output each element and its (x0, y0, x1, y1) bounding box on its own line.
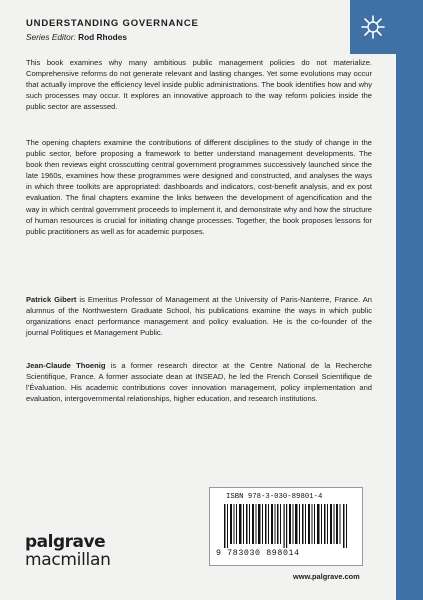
publisher-url[interactable]: www.palgrave.com (293, 572, 360, 581)
author-name: Patrick Gibert (26, 295, 77, 304)
barcode-box (209, 487, 363, 566)
series-logo (350, 0, 396, 54)
author-bio-text: is Emeritus Professor of Management at the University of Paris-Nanterre, France. An alumnus of the Northwestern Graduate School, his publications examine the ways in which public organizations enact performance management and policy evaluation. He is the co-founder of the journal Politiques et Management Public. (26, 295, 372, 338)
blurb-paragraph-1: This book examines why many ambitious public management policies do not materialize. Comprehensive reforms do not generate relevant and lasting changes. Yet some evolutions may occur that actually improve the efficiency level inside public administrations. The book identifies how and why such processes may occur. It explores an innovative approach to the way reform policies inside the public sector are assessed. (26, 58, 372, 112)
barcode-digits: 9 783030 898014 (216, 549, 300, 558)
author-bio-2 (26, 360, 372, 404)
publisher-line-2: macmillan (25, 550, 111, 570)
series-editor-name: Rod Rhodes (78, 32, 127, 42)
author-bio-1 (26, 294, 372, 338)
series-header (0, 0, 396, 54)
series-title: UNDERSTANDING GOVERNANCE (26, 18, 199, 29)
series-editor-label: Series Editor: (26, 32, 76, 42)
blurb-paragraph-2: The opening chapters examine the contributions of different disciplines to the study of change in the public sector, before proposing a framework to better understand management developments. The book then reviews eight crosscutting central government programmes successively launched since the late 1960s, examines how these programmes were designed and constructed, and analyses the ways in which three toolkits are appropriated: dashboards and indicators, cost-benefit analysis, and ex post evaluation. The final chapters examine the links between the development of agencification and the way in which central government proceeds to implement it, and demonstrate why and how the structure of human resources is crucial for initiating change processes. Together, the book proposes lessons for public practitioners as well as for academic purposes. (26, 138, 372, 236)
series-editor (26, 32, 127, 42)
author-bio-text: is a former research director at the Centre National de la Recherche Scientifique, France. A former associate dean at INSEAD, he led the French Conseil Scientifique de l’Évaluation. His academic contributions cover innovation management, policy implementation and evaluation, intergovernmental relationships, higher education, and research institutions. (26, 361, 372, 404)
author-name: Jean-Claude Thoenig (26, 361, 106, 370)
barcode-icon (224, 504, 348, 548)
asterisk-star-icon (360, 14, 386, 40)
publisher-logo (25, 533, 111, 569)
isbn-text: ISBN 978-3-030-89801-4 (226, 493, 323, 501)
publisher-line-1: palgrave (25, 532, 106, 552)
